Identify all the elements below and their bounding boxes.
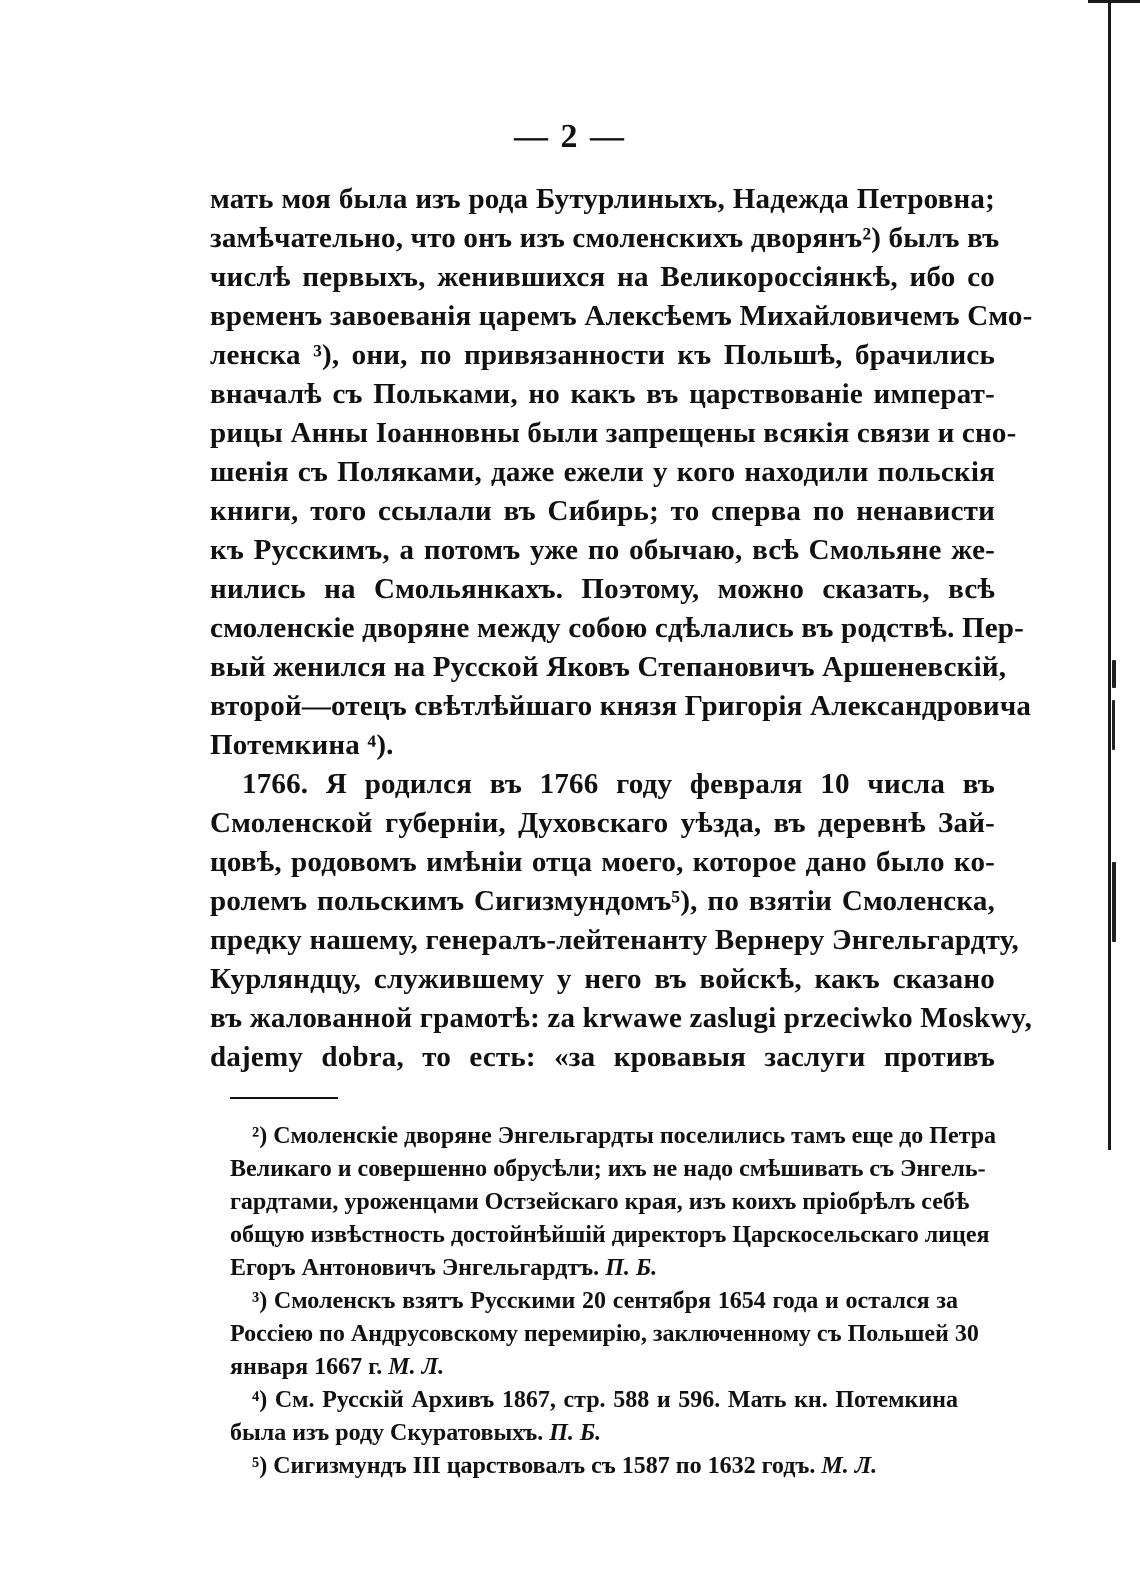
text-line: ленска ³), они, по привязанности къ Польшѣ, брачились: [210, 339, 995, 371]
footnote-text: января 1667 г.: [230, 1354, 383, 1380]
footnote-separator: [230, 1097, 338, 1099]
scan-edge-right: [1108, 0, 1111, 1150]
footnote-line: [230, 1351, 958, 1384]
text-line: шенія съ Поляками, даже ежели у кого находили польскія: [210, 456, 995, 488]
footnote-3: [230, 1285, 979, 1384]
footnote-line: Россіею по Андрусовскому перемирію, заключенному съ Польшей 30: [230, 1321, 979, 1347]
text-line: цовѣ, родовомъ имѣніи отца моего, которое дано было ко-: [210, 846, 995, 878]
footnote-4: [230, 1384, 958, 1450]
text-line: въ жалованной грамотѣ: za krwawe zaslugi przeciwko Moskwy,: [210, 1002, 1033, 1034]
footnote-text: ⁵) Сигизмундъ III царствовалъ съ 1587 по 1632 годъ.: [252, 1453, 816, 1479]
text-line: Смоленской губерніи, Духовскаго уѣзда, въ деревнѣ Зай-: [210, 807, 995, 839]
text-line: второй—отецъ свѣтлѣйшаго князя Григорія Александровича: [210, 690, 1032, 722]
page-number: — 2 —: [514, 118, 626, 155]
scan-speck: [1112, 700, 1115, 750]
text-line: смоленскіе дворяне между собою сдѣлались въ родствѣ. Пер-: [210, 612, 1024, 644]
footnote-line: ²) Смоленскіе дворяне Энгельгардты поселились тамъ еще до Петра: [252, 1123, 997, 1149]
footnote-line: общую извѣстность достойнѣйшій директоръ Царскосельскаго лицея: [230, 1222, 990, 1248]
main-text: [210, 180, 1033, 1077]
footnote-line: [230, 1252, 958, 1285]
text-line: нились на Смольянкахъ. Поэтому, можно сказать, всѣ: [210, 573, 995, 605]
footnote-signature: М. Л.: [821, 1453, 878, 1479]
text-line: Потемкина ⁴).: [210, 729, 394, 761]
text-line: вначалѣ съ Польками, но какъ въ царствованіе императ-: [210, 378, 995, 410]
text-line: книги, того ссылали въ Сибирь; то сперва по ненависти: [210, 495, 995, 527]
text-line: замѣчательно, что онъ изъ смоленскихъ дворянъ²) былъ въ: [210, 222, 1000, 254]
text-line: временъ завоеванія царемъ Алексѣемъ Михайловичемъ Смо-: [210, 300, 1033, 332]
scan-speck: [1112, 660, 1116, 688]
footnote-signature: М. Л.: [388, 1354, 445, 1380]
footnote-signature: П. Б.: [549, 1420, 602, 1446]
footnote-text: Егоръ Антоновичъ Энгельгардтъ.: [230, 1255, 600, 1281]
footnote-line: Великаго и совершенно обрусѣли; ихъ не надо смѣшивать съ Энгель-: [230, 1156, 986, 1182]
footnote-5: [230, 1450, 958, 1483]
text-line: вый женился на Русской Яковъ Степановичъ Аршеневскій,: [210, 651, 1007, 683]
footnotes: [230, 1120, 997, 1483]
text-line: Курляндцу, служившему у него въ войскѣ, какъ сказано: [210, 963, 995, 995]
text-line: предку нашему, генералъ-лейтенанту Вернеру Энгельгардту,: [210, 924, 1019, 956]
text-line: рицы Анны Іоанновны были запрещены всякія связи и сно-: [210, 417, 1017, 449]
footnote-line: ³) Смоленскъ взятъ Русскими 20 сентября 1654 года и остался за: [252, 1288, 958, 1314]
text-line: числѣ первыхъ, женившихся на Великороссіянкѣ, ибо со: [210, 261, 995, 293]
footnote-line: гардтами, уроженцами Остзейскаго края, изъ коихъ пріобрѣлъ себѣ: [230, 1189, 970, 1215]
text-line: къ Русскимъ, а потомъ уже по обычаю, всѣ Смольяне же-: [210, 534, 995, 566]
text-line: dajemy dobra, то есть: «за кровавыя заслуги противъ: [210, 1041, 995, 1073]
footnote-signature: П. Б.: [605, 1255, 658, 1281]
footnote-line: [230, 1417, 958, 1450]
scan-speck: [1112, 862, 1116, 942]
text-line: ролемъ польскимъ Сигизмундомъ⁵), по взятіи Смоленска,: [210, 885, 995, 917]
footnote-2: [230, 1120, 997, 1285]
scan-edge-top: [1088, 0, 1140, 3]
text-line: 1766. Я родился въ 1766 году февраля 10 числа въ: [242, 768, 995, 800]
footnote-line: [230, 1450, 958, 1483]
footnote-text: была изъ роду Скуратовыхъ.: [230, 1420, 544, 1446]
text-line: мать моя была изъ рода Бутурлиныхъ, Надежда Петровна;: [210, 183, 995, 215]
footnote-line: ⁴) См. Русскій Архивъ 1867, стр. 588 и 596. Мать кн. Потемкина: [252, 1387, 958, 1413]
